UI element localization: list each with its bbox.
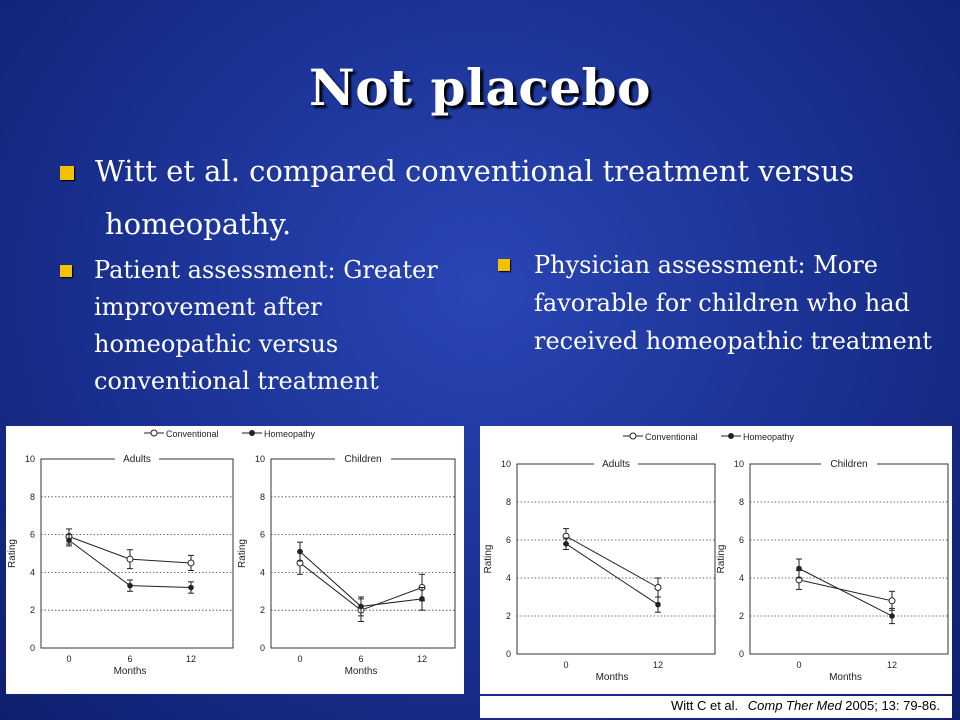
- series-line-conventional: [799, 580, 892, 601]
- y-axis-label: Rating: [716, 544, 727, 574]
- y-tick-label: 6: [505, 535, 511, 545]
- x-tick-label: 12: [416, 654, 428, 664]
- x-tick-label: 0: [66, 654, 72, 664]
- y-axis-label: Rating: [7, 539, 18, 568]
- point-conventional: [889, 598, 895, 604]
- series-line-homeopathy: [799, 569, 892, 617]
- y-tick-label: 6: [738, 535, 744, 545]
- bullet-square-icon: [498, 259, 510, 271]
- y-tick-label: 0: [29, 643, 35, 653]
- citation-authors: Witt C et al.: [670, 698, 742, 713]
- y-tick-label: 2: [738, 611, 744, 621]
- y-tick-label: 8: [505, 497, 511, 507]
- citation: [480, 696, 952, 718]
- y-tick-label: 10: [500, 459, 511, 469]
- bullet-square-icon: [60, 166, 74, 180]
- point-homeopathy: [796, 566, 802, 572]
- x-tick-label: 0: [297, 654, 303, 664]
- point-homeopathy: [358, 604, 364, 610]
- y-tick-label: 10: [254, 454, 265, 464]
- y-tick-label: 2: [505, 611, 511, 621]
- physician-chart-svg: [480, 426, 952, 694]
- y-tick-label: 6: [29, 529, 35, 540]
- point-conventional: [127, 556, 133, 562]
- bullet-square-icon: [60, 265, 72, 277]
- legend-conventional-marker: [151, 430, 157, 436]
- slide-title: Not placebo: [309, 58, 651, 117]
- y-axis-label: Rating: [483, 544, 494, 574]
- x-tick-label: 6: [358, 654, 364, 664]
- x-tick-label: 0: [563, 660, 569, 670]
- x-tick-label: 0: [796, 660, 802, 670]
- x-axis-label: Months: [829, 672, 862, 683]
- y-tick-label: 2: [259, 605, 265, 616]
- y-tick-label: 4: [505, 573, 511, 583]
- point-homeopathy: [297, 549, 303, 555]
- panel-title: Adults: [602, 459, 630, 470]
- legend-homeopathy-label: Homeopathy: [743, 432, 795, 442]
- point-homeopathy: [889, 613, 895, 619]
- point-homeopathy: [563, 541, 569, 547]
- x-tick-label: 12: [886, 660, 898, 670]
- y-tick-label: 2: [29, 605, 35, 616]
- legend-conventional-label: Conventional: [645, 432, 698, 442]
- physician-figure: [480, 426, 952, 694]
- y-tick-label: 0: [505, 649, 511, 659]
- y-tick-label: 4: [259, 567, 265, 578]
- panel-title: Children: [344, 454, 382, 465]
- panel-title: Children: [830, 459, 868, 470]
- series-line-homeopathy: [566, 544, 658, 605]
- y-tick-label: 6: [259, 529, 265, 540]
- y-tick-label: 0: [259, 643, 265, 653]
- point-conventional: [188, 560, 194, 566]
- y-axis-label: Rating: [237, 539, 248, 568]
- y-tick-label: 0: [738, 649, 744, 659]
- x-axis-label: Months: [113, 666, 147, 677]
- panel-title: Adults: [123, 454, 151, 465]
- y-tick-label: 8: [738, 497, 744, 507]
- citation-details: 2005; 13: 79-86.: [841, 698, 940, 713]
- y-tick-label: 8: [29, 491, 35, 502]
- y-tick-label: 4: [29, 567, 35, 578]
- point-homeopathy: [127, 583, 133, 589]
- series-line-conventional: [566, 536, 658, 587]
- point-homeopathy: [188, 585, 194, 591]
- point-conventional: [655, 585, 661, 591]
- point-homeopathy: [66, 537, 72, 543]
- point-homeopathy: [655, 602, 661, 608]
- y-tick-label: 4: [738, 573, 744, 583]
- citation-journal: Comp Ther Med: [747, 698, 842, 713]
- legend-conventional-label: Conventional: [166, 429, 219, 439]
- x-tick-label: 12: [652, 660, 664, 670]
- chart-panel-physician-children: [716, 458, 948, 683]
- legend-homeopathy-marker: [249, 430, 255, 436]
- legend-homeopathy-marker: [728, 433, 734, 439]
- legend-conventional-marker: [630, 433, 636, 439]
- x-tick-label: 12: [185, 654, 197, 664]
- plot-frame: [750, 464, 948, 654]
- physician-bullet-text: Physician assessment: More favorable for children who had received homeopathic treatment: [534, 251, 932, 355]
- plot-frame: [517, 464, 715, 654]
- chart-panel-physician-adults: [483, 458, 715, 683]
- patient-figure: [6, 426, 464, 694]
- chart-panel-patient-adults: [7, 453, 233, 677]
- main-bullet-line1: Witt et al. compared conventional treatment versus: [95, 154, 855, 188]
- x-axis-label: Months: [344, 666, 378, 677]
- x-axis-label: Months: [595, 672, 629, 683]
- main-bullet-line2: homeopathy.: [105, 207, 292, 241]
- y-tick-label: 10: [24, 454, 35, 464]
- plot-frame: [41, 459, 233, 648]
- patient-chart-svg: [6, 426, 464, 694]
- x-tick-label: 6: [127, 654, 133, 664]
- point-homeopathy: [419, 596, 425, 602]
- y-tick-label: 8: [259, 491, 265, 502]
- chart-panel-patient-children: [237, 453, 455, 677]
- y-tick-label: 10: [733, 459, 744, 469]
- legend-homeopathy-label: Homeopathy: [264, 429, 316, 439]
- patient-bullet-text: Patient assessment: Greater improvement after homeopathic versus conventional treatment: [94, 256, 438, 395]
